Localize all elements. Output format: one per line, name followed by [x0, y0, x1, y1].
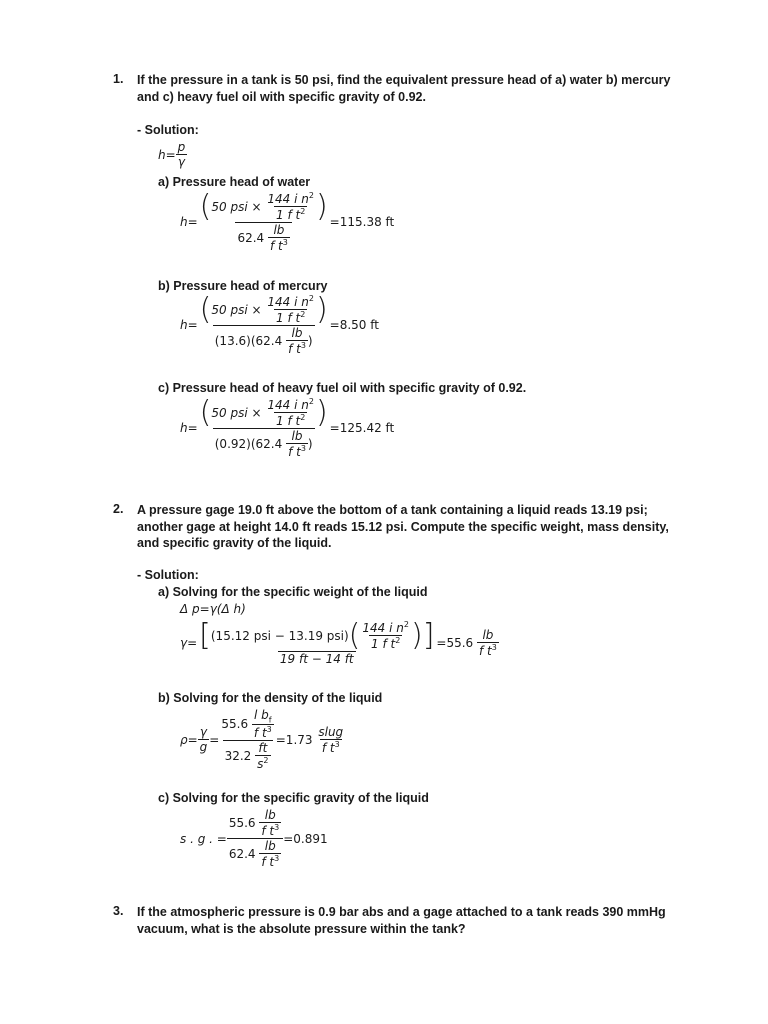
question-3-text: If the atmospheric pressure is 0.9 bar abs and a gage attached to a tank reads 390 mmHg vacuum, what is the absolute pressure within the tank?	[137, 905, 666, 936]
q2-part-c-label: c) Solving for the specific gravity of the liquid	[158, 791, 429, 805]
q2-part-b-formula: ρ= $\frac{\gamma}{g}$ = 55.6 l $b_f$ f $t^3$ 32.2 ft $s^2$ =1.73 slug f $t^3$	[180, 708, 344, 772]
q1-part-b-label: b) Pressure head of mercury	[158, 279, 328, 293]
q2-part-c-formula: s . g . = 55.6 lb f $t^3$ 62.4 lb f $t^3$ =0.891	[180, 808, 328, 869]
q2-part-a-label: a) Solving for the specific weight of the liquid	[158, 585, 428, 599]
question-3-number: 3.	[113, 904, 124, 918]
q1-solution-label: - Solution:	[137, 123, 199, 137]
q1-part-c-label: c) Pressure head of heavy fuel oil with specific gravity of 0.92.	[158, 381, 527, 395]
q2-solution-label: - Solution:	[137, 568, 199, 582]
question-1-number: 1.	[113, 72, 124, 86]
q1-part-a-label: a) Pressure head of water	[158, 175, 311, 189]
q2-delta-equation: Δ p=γ(Δ h)	[180, 602, 246, 616]
q2-part-a-formula: γ= [ (15.12 psi − 13.19 psi) ( 144 i $n^2$ 1 f $t^2$ ) ] 19 ft − 14 ft =55.6 lb f $t^3$	[180, 617, 497, 666]
q1-part-c-formula: h= ( 50 psi × $\frac{144 i n^2}{1 f t^2}$ ) (0.92)(62.4 lb f $t^3$ ) =125.42 ft	[180, 394, 395, 459]
question-1-text: If the pressure in a tank is 50 psi, find the equivalent pressure head of a) water b) mercury and c) heavy fuel oil with specific gravity of 0.92.	[137, 73, 671, 104]
q2-part-b-label: b) Solving for the density of the liquid	[158, 691, 383, 705]
q1-part-b-formula: h= ( 50 psi × $\frac{144 i n^2}{1 f t^2}$ ) (13.6)(62.4 lb f $t^3$ ) =8.50 ft	[180, 291, 379, 356]
question-2-number: 2.	[113, 502, 124, 516]
q1-part-a-formula: h= ( 50 psi × $\frac{144 i n^2}{1 f t^2}$ ) 62.4 lb f $t^3$ =115.38 ft	[180, 188, 395, 253]
q1-base-formula: h= $\frac{p}{\gamma}$	[158, 140, 186, 169]
question-2-text: A pressure gage 19.0 ft above the bottom of a tank containing a liquid reads 13.19 psi; another gage at height 14.0 ft reads 15.12 psi. Compute the specific weight, mass density, and specific gravity of the liquid.	[137, 503, 669, 550]
